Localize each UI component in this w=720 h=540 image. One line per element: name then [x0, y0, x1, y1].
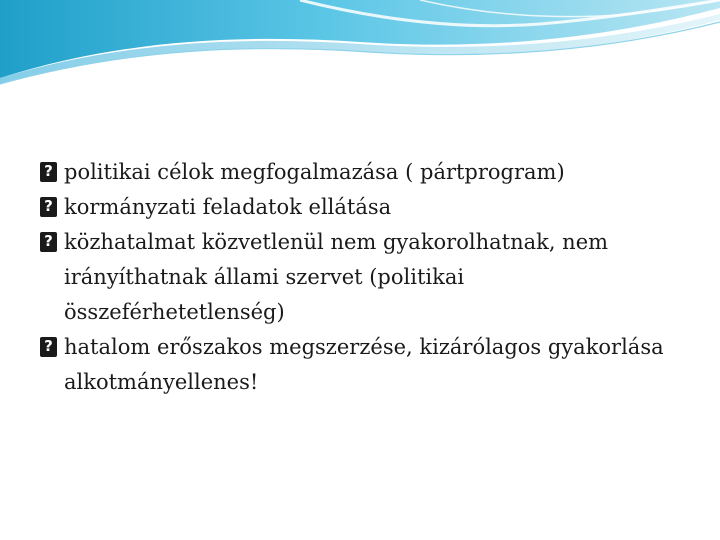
bullet-item [40, 190, 680, 225]
bullet-item [40, 155, 680, 190]
missing-glyph-icon [40, 337, 57, 357]
bullet-item [40, 330, 680, 400]
missing-glyph-icon [40, 232, 57, 252]
bullet-list [40, 155, 680, 400]
bullet-text: kormányzati feladatok ellátása [64, 195, 392, 219]
bullet-text: közhatalmat közvetlenül nem gyakorolhatnak, nem irányíthatnak állami szervet (politikai összeférhetetlenség) [64, 230, 609, 324]
bullet-text: hatalom erőszakos megszerzése, kizárólagos gyakorlása alkotmányellenes! [64, 335, 664, 394]
bullet-text: politikai célok megfogalmazása ( pártprogram) [64, 160, 565, 184]
header-wave-decoration [0, 0, 720, 90]
missing-glyph-icon [40, 197, 57, 217]
missing-glyph-icon [40, 162, 57, 182]
bullet-item [40, 225, 680, 330]
